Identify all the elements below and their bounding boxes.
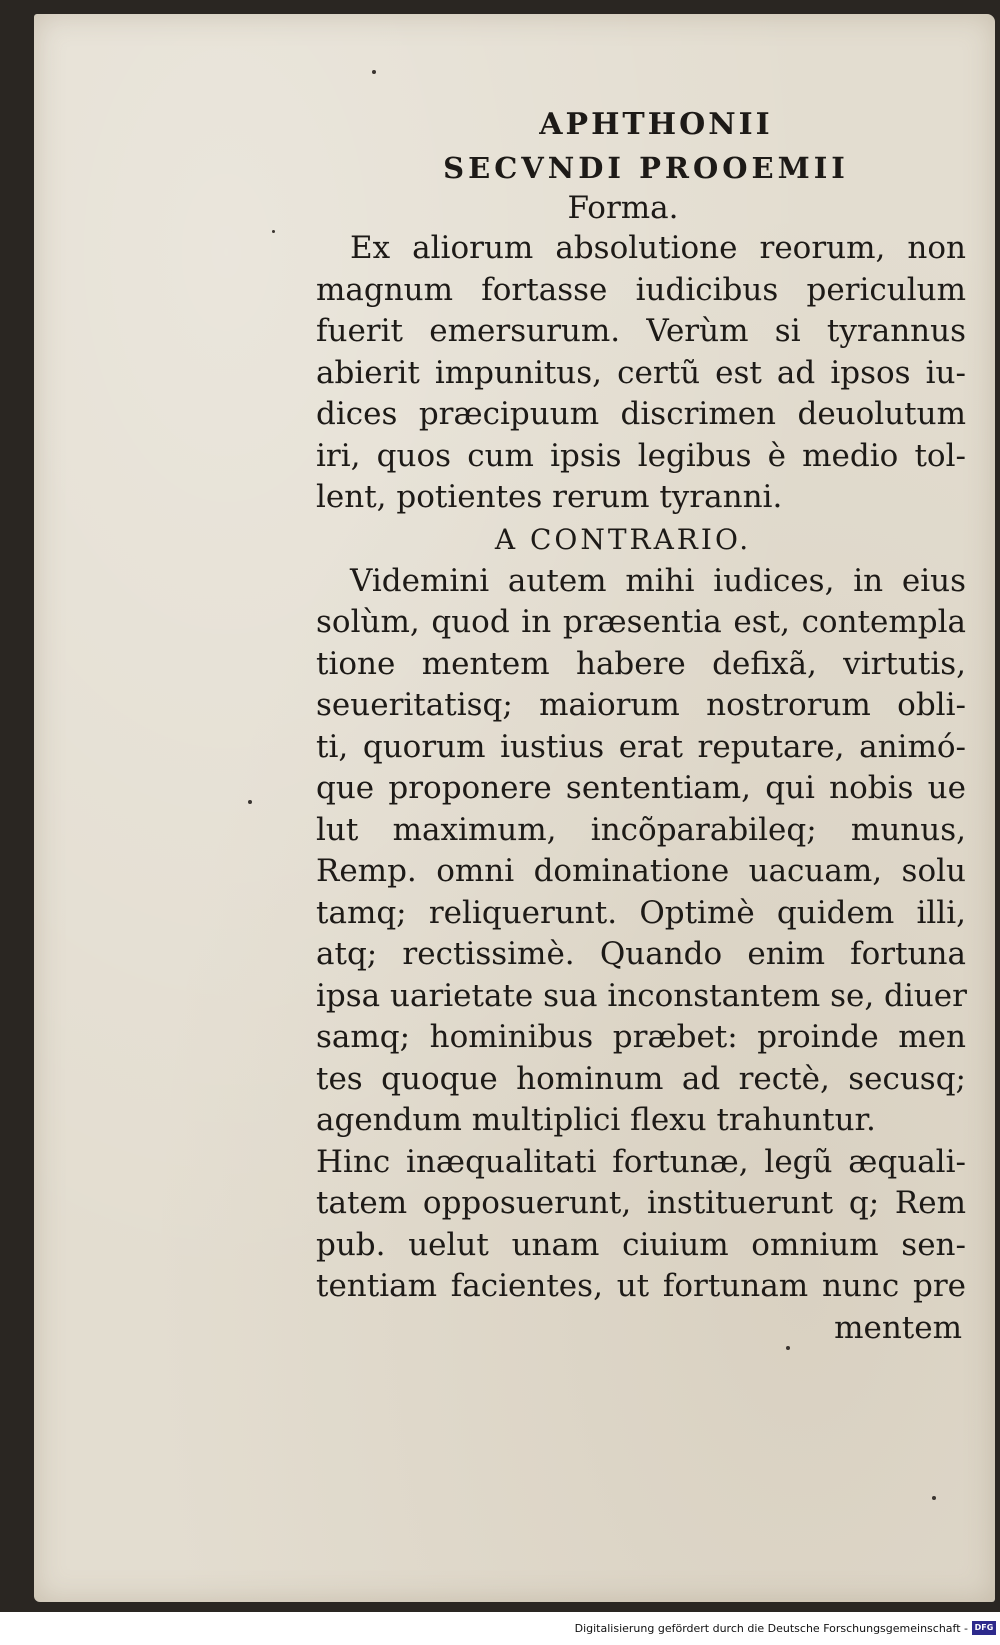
text-line: ti, quorum iustius erat reputare, animó- xyxy=(316,728,966,765)
paper-page xyxy=(34,14,995,1602)
page-text xyxy=(316,102,966,1349)
text-line: pub. uelut unam ciuium omnium sen- xyxy=(316,1226,966,1263)
catchword: mentem xyxy=(834,1309,962,1346)
text-line: Videmini autem mihi iudices, in eius xyxy=(350,562,966,599)
chapter-title: SECVNDI PROOEMII xyxy=(443,151,849,185)
text-line: samq; hominibus præbet: proinde men xyxy=(316,1019,966,1055)
paragraph-1 xyxy=(316,228,966,519)
text-line: lent, potientes rerum tyranni. xyxy=(316,479,783,515)
ink-speck xyxy=(248,800,252,804)
text-line: fuerit emersurum. Verùm si tyrannus xyxy=(316,313,966,349)
ink-speck xyxy=(372,70,376,74)
text-line: tamq; reliquerunt. Optimè quidem illi, xyxy=(316,894,966,931)
text-line: que proponere sententiam, qui nobis ue xyxy=(316,770,966,806)
ink-speck xyxy=(932,1496,936,1500)
running-head: APHTHONII xyxy=(539,107,773,142)
text-line: atq; rectissimè. Quando enim fortuna xyxy=(316,936,966,972)
chapter-subtitle: Forma. xyxy=(567,190,679,226)
text-line: lut maximum, incõparabileq; munus, xyxy=(316,811,966,848)
text-line: seueritatisq; maiorum nostrorum obli- xyxy=(316,687,966,723)
footer-bar xyxy=(0,1612,1000,1645)
text-line: tentiam facientes, ut fortunam nunc pre xyxy=(316,1268,966,1304)
text-line: Hinc inæqualitati fortunæ, legũ æquali- xyxy=(316,1143,966,1180)
text-line: abierit impunitus, certũ est ad ipsos iu- xyxy=(316,354,966,391)
text-line: tes quoque hominum ad rectè, secusq; xyxy=(316,1060,966,1097)
text-line: Remp. omni dominatione uacuam, solu xyxy=(316,853,966,889)
text-line: iri, quos cum ipsis legibus è medio tol- xyxy=(316,437,966,474)
dfg-logo: DFG xyxy=(972,1621,996,1635)
text-line: dices præcipuum discrimen deuolutum xyxy=(316,396,966,432)
text-line: Ex aliorum absolutione reorum, non xyxy=(350,230,966,266)
text-line: magnum fortasse iudicibus periculum xyxy=(316,271,966,308)
text-line: tatem opposuerunt, instituerunt q; Rem xyxy=(316,1185,966,1221)
text-line: agendum multiplici flexu trahuntur. xyxy=(316,1102,876,1138)
text-line: ipsa uarietate sua inconstantem se, diuer xyxy=(316,977,967,1014)
section-heading: A CONTRARIO. xyxy=(494,522,752,556)
text-line: tione mentem habere defixã, virtutis, xyxy=(316,645,966,682)
ink-speck xyxy=(272,230,275,233)
funding-credit: Digitalisierung gefördert durch die Deutsche Forschungsgemeinschaft - xyxy=(574,1622,968,1635)
paragraph-2 xyxy=(316,561,966,1308)
text-line: solùm, quod in præsentia est, contempla xyxy=(316,604,966,640)
